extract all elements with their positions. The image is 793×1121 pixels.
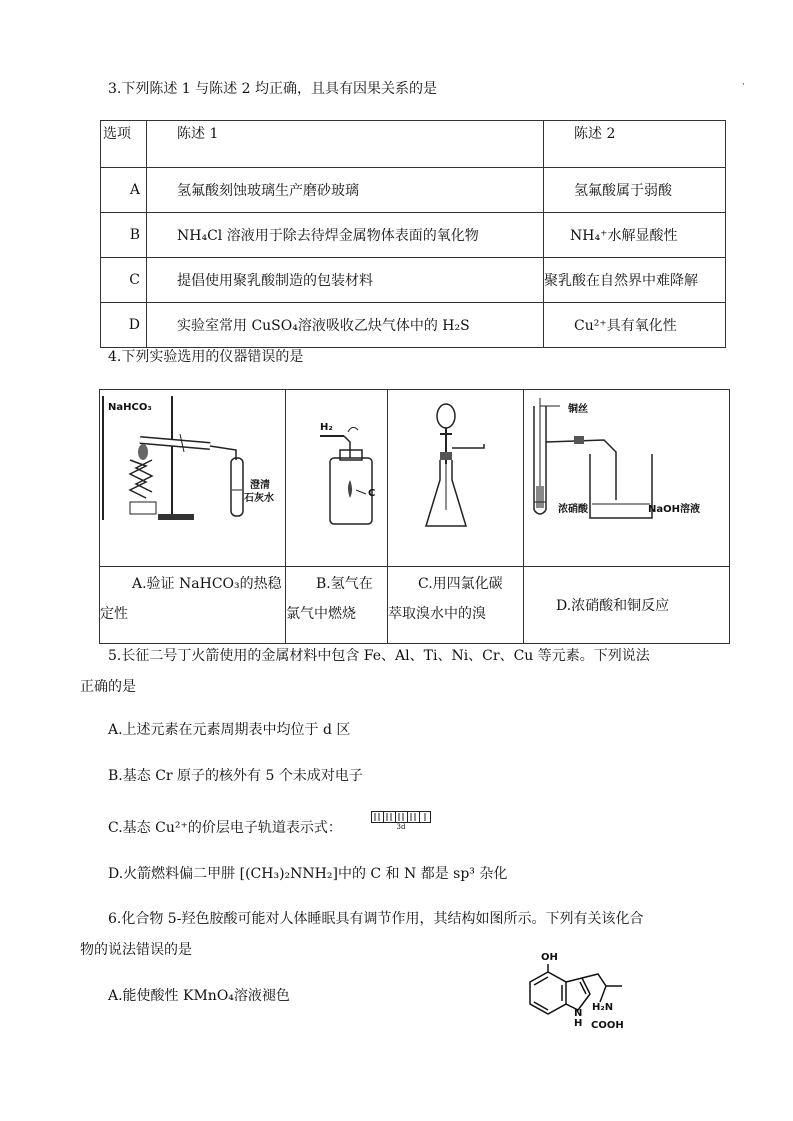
apparatus-images-row: [100, 390, 730, 567]
label-c: C: [368, 488, 376, 499]
structure-5-htp: [500, 952, 640, 1062]
q5-option-c: C.基态 Cu²⁺的价层电子轨道表示式：: [108, 820, 342, 836]
row-statement-1: 实验室常用 CuSO₄溶液吸收乙炔气体中的 H₂S: [147, 303, 544, 348]
q6-stem-line-1: 6.化合物 5-羟色胺酸可能对人体睡眠具有调节作用，其结构如图所示。下列有关该化合: [108, 911, 644, 927]
row-statement-1: 氢氟酸刻蚀玻璃生产磨砂玻璃: [147, 168, 544, 213]
q4-stem: 4.下列实验选用的仪器错误的是: [108, 349, 304, 365]
caption-d-line: D.浓硝酸和铜反应: [556, 598, 670, 614]
caption-b-line-1: B.氢气在: [316, 576, 373, 592]
header-statement-1: 陈述 1: [147, 121, 544, 168]
header-statement-2: 陈述 2: [544, 121, 726, 168]
apparatus-c-figure: [388, 390, 523, 566]
row-option: A: [101, 168, 147, 213]
table-row: [101, 213, 726, 258]
orbital-label: 3d: [396, 823, 406, 831]
apparatus-a-figure: [100, 390, 285, 566]
apparatus-d-drawing: [524, 390, 729, 566]
row-statement-1: NH₄Cl 溶液用于除去待焊金属物体表面的氧化物: [147, 213, 544, 258]
caption-a-line-2: 定性: [100, 606, 128, 622]
q3-table: [100, 120, 726, 348]
apparatus-c-drawing: [388, 390, 523, 566]
struct-cooh: COOH: [591, 1020, 624, 1031]
q5-stem-line-2: 正确的是: [80, 679, 136, 695]
row-statement-2: Cu²⁺具有氧化性: [544, 303, 726, 348]
caption-b: [286, 567, 388, 644]
row-statement-2: 聚乳酸在自然界中难降解: [544, 258, 726, 303]
struct-nh-n: N: [574, 1008, 583, 1019]
apparatus-captions-row: [100, 567, 730, 644]
q5-option-b: B.基态 Cr 原子的核外有 5 个未成对电子: [108, 768, 363, 784]
q5-option-d: D.火箭燃料偏二甲肼 [(CH₃)₂NNH₂]中的 C 和 N 都是 sp³ 杂化: [108, 866, 508, 882]
caption-b-line-2: 氯气中燃烧: [286, 606, 356, 622]
apparatus-a-cell: [100, 390, 286, 567]
q4-apparatus-table: [99, 389, 730, 644]
q6-option-a: A.能使酸性 KMnO₄溶液褪色: [108, 988, 290, 1004]
row-statement-1: 提倡使用聚乳酸制造的包装材料: [147, 258, 544, 303]
q5-stem-line-1: 5.长征二号丁火箭使用的金属材料中包含 Fe、Al、Ti、Ni、Cr、Cu 等元素。下列说法: [108, 648, 650, 664]
row-statement-2: NH₄⁺水解显酸性: [544, 213, 726, 258]
label-limewater-2: 石灰水: [244, 493, 274, 504]
label-naoh-solution: NaOH溶液: [648, 504, 700, 515]
table-header-row: [101, 121, 726, 168]
label-copper-wire: 铜丝: [568, 404, 588, 415]
caption-c-line-1: C.用四氯化碳: [418, 576, 503, 592]
q3-stem: 3.下列陈述 1 与陈述 2 均正确，且具有因果关系的是: [108, 81, 437, 97]
row-statement-2: 氢氟酸属于弱酸: [544, 168, 726, 213]
caption-d: [524, 567, 730, 644]
caption-c-line-2: 萃取溴水中的溴: [388, 606, 486, 622]
header-option: 选项: [101, 121, 147, 168]
orbital-boxes: [371, 811, 431, 823]
table-row: [101, 258, 726, 303]
apparatus-c-cell: [388, 390, 524, 567]
apparatus-d-cell: [524, 390, 730, 567]
apparatus-b-cell: [286, 390, 388, 567]
q6-stem-line-2: 物的说法错误的是: [80, 942, 192, 958]
struct-nh-h: H: [574, 1018, 583, 1029]
label-conc-nitric-acid: 浓硝酸: [558, 504, 588, 515]
row-option: B: [101, 213, 147, 258]
apparatus-d-figure: [524, 390, 729, 566]
structure-drawing: [500, 952, 640, 1062]
table-row: [101, 303, 726, 348]
row-option: C: [101, 258, 147, 303]
apparatus-b-figure: [286, 390, 387, 566]
caption-a: [100, 567, 286, 644]
row-option: D: [101, 303, 147, 348]
struct-nh2: H₂N: [592, 1002, 614, 1013]
apparatus-b-drawing: [286, 390, 387, 566]
caption-a-line-1: A.验证 NaHCO₃的热稳: [132, 576, 282, 592]
label-limewater-1: 澄清: [250, 480, 270, 491]
orbital-diagram: [371, 811, 431, 831]
corner-dot: ·: [742, 80, 745, 90]
table-row: [101, 168, 726, 213]
q5-option-a: A.上述元素在元素周期表中均位于 d 区: [108, 722, 351, 738]
caption-c: [388, 567, 524, 644]
label-h2: H₂: [320, 422, 333, 433]
label-nahco3: NaHCO₃: [108, 402, 152, 413]
struct-oh: OH: [541, 952, 558, 963]
